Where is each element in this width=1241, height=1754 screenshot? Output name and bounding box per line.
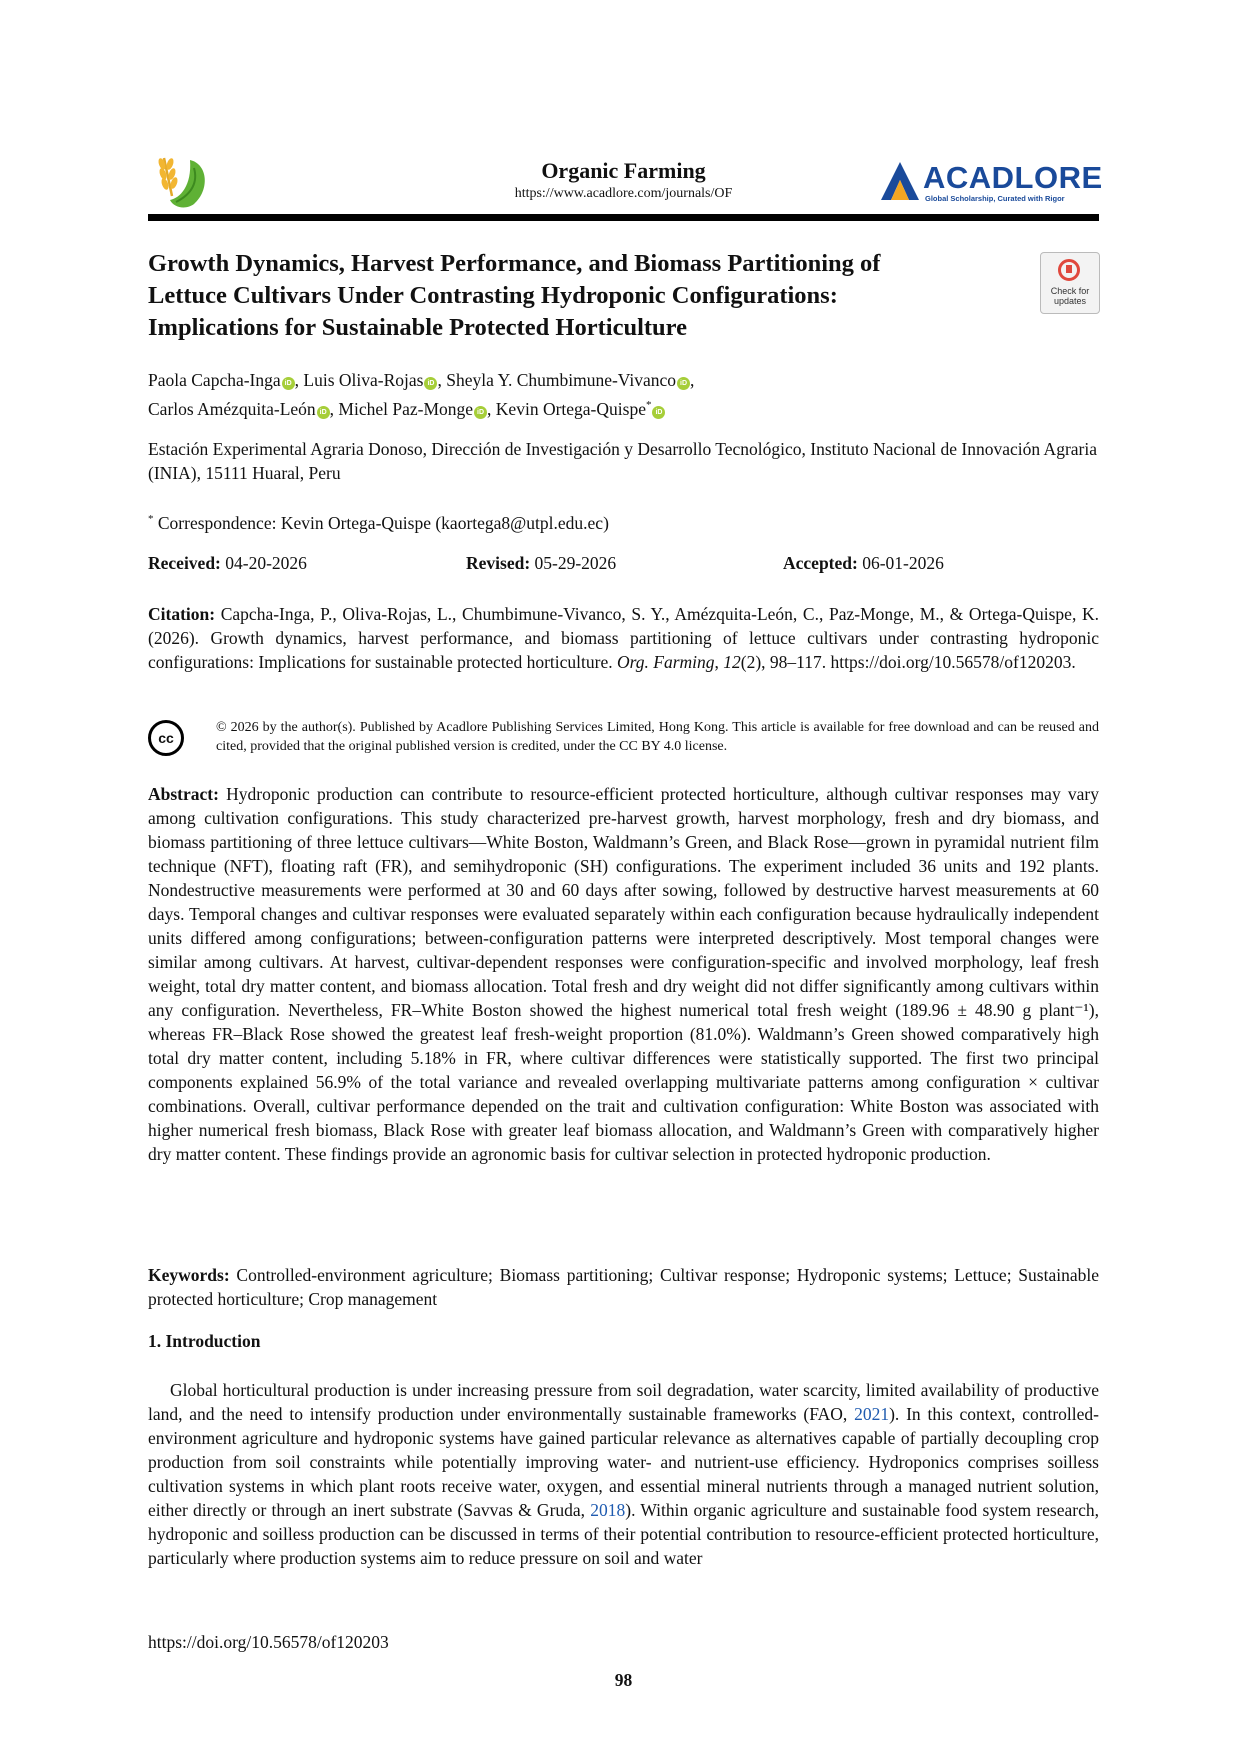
correspondence (148, 507, 1099, 535)
header-rule (148, 214, 1099, 221)
citation-sep: , (714, 652, 724, 672)
orcid-icon[interactable]: iD (317, 406, 330, 419)
journal-header (148, 148, 1103, 218)
citation-block (148, 602, 1099, 674)
author-list: Paola Capcha-Inga iD , Luis Oliva-Rojas iD , Sheyla Y. Chumbimune-Vivanco iD , Carlos Amézquita-León iD , Michel Paz-Monge iD , Kevin Ortega-Quispe*iD (148, 370, 695, 419)
abstract (148, 782, 1099, 1166)
citation-journal: Org. Farming (616, 652, 715, 672)
reference-link[interactable]: 2018 (590, 1500, 626, 1520)
footer-doi[interactable]: https://doi.org/10.56578/of120203 (148, 1632, 389, 1652)
author-name: Carlos Amézquita-León (148, 399, 316, 419)
intro-text: ). In this context, controlled-environment agriculture and hydroponic systems have gained particular relevance as alternatives capable of partially decoupling crop production from soil constraints while potentially improving water- and nutrient-use efficiency. Hydroponics comprises soilless cultivation systems in which plant roots receive water, oxygen, and essential mineral nutrients through a managed nutrient solution, either directly or through an inert substrate (Savvas & Gruda, (148, 1404, 1099, 1520)
citation-tail: (2), 98–117. https://doi.org/10.56578/of120203. (740, 652, 1076, 672)
author-name: Kevin Ortega-Quispe (495, 399, 646, 419)
orcid-icon[interactable]: iD (677, 377, 690, 390)
abstract-label: Abstract: (148, 784, 219, 804)
check-updates-label: Check for updates (1050, 286, 1090, 306)
journal-url[interactable]: https://www.acadlore.com/journals/OF (514, 186, 733, 201)
author-name: Luis Oliva-Rojas (303, 370, 424, 390)
corresponding-mark: * (645, 399, 652, 411)
intro-text: ). Within organic agriculture and sustainable food system research, hydroponic and soilless production can be discussed in terms of their potential contribution to resource-efficient protected horticulture, particularly where production systems aim to reduce pressure on soil and water (148, 1500, 1099, 1568)
publisher-logo (879, 160, 1103, 206)
publisher-mark-icon (879, 160, 921, 202)
creative-commons-icon: cc (148, 720, 184, 756)
keywords-label: Keywords: (148, 1265, 230, 1285)
license-text: © 2026 by the author(s). Published by Acadlore Publishing Services Limited, Hong Kong. This article is available for free download and can be reused and cited, provided that the original published version is credited, under the CC BY 4.0 license. (216, 720, 1099, 754)
citation-text: Capcha-Inga, P., Oliva-Rojas, L., Chumbimune-Vivanco, S. Y., Amézquita-León, C., Paz-Monge, M., & Ortega-Quispe, K. (2026). Growth dynamics, harvest performance, and biomass partitioning of lettuce cultivars under contrasting hydroponic configurations: Implications for sustainable protected horticulture. (148, 604, 1099, 672)
citation-volume: 12 (723, 652, 741, 672)
received-date (148, 553, 307, 574)
accepted-value: 06-01-2026 (857, 553, 944, 573)
received-label: Received: (148, 553, 221, 573)
article-page (148, 0, 1103, 1754)
section-heading: 1. Introduction (148, 1331, 261, 1351)
journal-name: Organic Farming (541, 158, 706, 183)
publisher-name: ACADLORE (923, 160, 1103, 195)
publisher-tagline: Global Scholarship, Curated with Rigor (925, 194, 1065, 203)
accepted-date (783, 553, 944, 574)
orcid-icon[interactable]: iD (282, 377, 295, 390)
author-name: Paola Capcha-Inga (148, 370, 281, 390)
keywords (148, 1263, 1099, 1311)
license-block (148, 718, 1099, 758)
author-name: Michel Paz-Monge (338, 399, 474, 419)
orcid-icon[interactable]: iD (652, 406, 665, 419)
bookmark-icon (1058, 259, 1080, 281)
affiliation: Estación Experimental Agraria Donoso, Dirección de Investigación y Desarrollo Tecnológico, Instituto Nacional de Innovación Agraria (INIA), 15111 Huaral, Peru (148, 439, 1097, 483)
page-number: 98 (614, 1670, 633, 1690)
article-title: Growth Dynamics, Harvest Performance, and Biomass Partitioning of Lettuce Cultivars Under Contrasting Hydroponic Configurations: Implications for Sustainable Protected Horticulture (148, 250, 881, 341)
abstract-text: Hydroponic production can contribute to resource-efficient protected horticulture, although cultivar responses may vary among cultivation configurations. This study characterized pre-harvest growth, harvest morphology, fresh and dry biomass, and biomass partitioning of three lettuce cultivars—White Boston, Waldmann’s Green, and Black Rose—grown in pyramidal nutrient film technique (NFT), floating raft (FR), and semihydroponic (SH) configurations. The experiment included 36 units and 192 plants. Nondestructive measurements were performed at 30 and 60 days after sowing, followed by destructive harvest measurements at 60 days. Temporal changes and cultivar responses were evaluated separately within each configuration because hydraulically independent units differed among configurations; between-configuration patterns were interpreted descriptively. Most temporal changes were similar among cultivars. At harvest, cultivar-dependent responses were configuration-specific and involved morphology, leaf fresh weight, total dry matter content, and biomass allocation. Total fresh and dry weight did not differ significantly among cultivars within any configuration. Nevertheless, FR–White Boston showed the highest numerical total fresh weight (189.96 ± 48.90 g plant⁻¹), whereas FR–Black Rose showed the greatest leaf fresh-weight proportion (81.0%). Waldmann’s Green showed comparatively high total dry matter content, including 5.18% in FR, where cultivar differences were statistically supported. The first two principal components explained 56.9% of the total variance and revealed overlapping multivariate patterns among configuration × cultivar combinations. Overall, cultivar performance depended on the trait and cultivation configuration: White Boston was associated with higher numerical fresh biomass, Black Rose with greater leaf biomass allocation, and Waldmann’s Green with comparatively higher dry matter content. These findings provide an agronomic basis for cultivar selection in protected hydroponic production. (148, 784, 1099, 1164)
received-value: 04-20-2026 (220, 553, 307, 573)
orcid-icon[interactable]: iD (474, 406, 487, 419)
intro-text: Global horticultural production is under increasing pressure from soil degradation, water scarcity, limited availability of productive land, and the need to intensify production under environmentally sustainable frameworks (FAO, (148, 1380, 1099, 1424)
revised-label: Revised: (466, 553, 531, 573)
author-name: Sheyla Y. Chumbimune-Vivanco (446, 370, 677, 390)
revised-value: 05-29-2026 (530, 553, 617, 573)
correspondence-mark: * (148, 513, 154, 525)
revised-date (466, 553, 616, 574)
citation-label: Citation: (148, 604, 216, 624)
orcid-icon[interactable]: iD (424, 377, 437, 390)
correspondence-text: Correspondence: Kevin Ortega-Quispe (kaortega8@utpl.edu.ec) (153, 513, 609, 533)
intro-paragraph (148, 1378, 1099, 1570)
reference-link[interactable]: 2021 (854, 1404, 890, 1424)
check-for-updates-button[interactable] (1040, 252, 1100, 314)
accepted-label: Accepted: (783, 553, 858, 573)
keywords-text: Controlled-environment agriculture; Biomass partitioning; Cultivar response; Hydroponic systems; Lettuce; Sustainable protected horticulture; Crop management (148, 1265, 1099, 1309)
